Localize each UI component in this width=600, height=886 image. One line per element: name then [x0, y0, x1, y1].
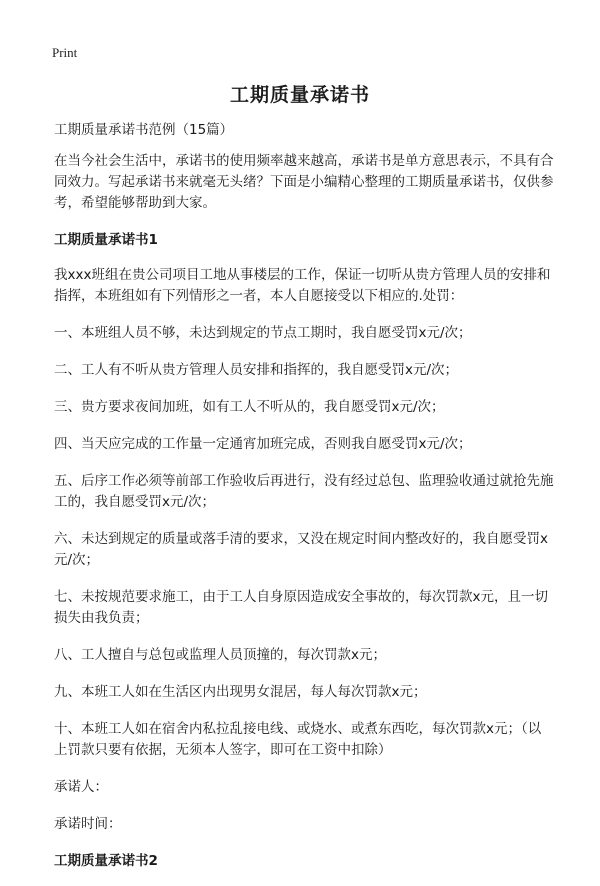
clause-5: 五、后序工作必须等前部工作验收后再进行，没有经过总包、监理验收通过就抢先施工的，我自愿受罚x元/次； — [54, 473, 554, 510]
clause-6: 六、未达到规定的质量或落手清的要求，又没在规定时间内整改好的，我自愿受罚x元/次； — [54, 531, 548, 568]
clause-2: 二、工人有不听从贵方管理人员安排和指挥的，我自愿受罚x元/次； — [54, 362, 459, 378]
clause-7: 七、未按规范要求施工，由于工人自身原因造成安全事故的，每次罚款x元，且一切损失由我负责； — [54, 589, 548, 626]
document-title: 工期质量承诺书 — [229, 84, 370, 106]
clause-10: 十、本班工人如在宿舍内私拉乱接电线、或烧水、或煮东西吃，每次罚款x元；（以上罚款只要有依据，无须本人签字，即可在工资中扣除） — [54, 721, 542, 758]
section-1-heading: 工期质量承诺书1 — [54, 232, 158, 248]
print-label[interactable]: Print — [52, 45, 78, 60]
clause-9: 九、本班工人如在生活区内出现男女混居，每人每次罚款x元； — [54, 684, 427, 700]
document-body — [54, 120, 554, 886]
commitment-time-label: 承诺时间： — [54, 816, 122, 832]
section-2-heading: 工期质量承诺书2 — [54, 853, 158, 869]
section-1-opening: 我xxx班组在贵公司项目工地从事楼层的工作，保证一切听从贵方管理人员的安排和指挥，本班组如有下列情形之一者，本人自愿接受以下相应的.处罚： — [54, 267, 551, 304]
clause-8: 八、工人擅自与总包或监理人员顶撞的，每次罚款x元； — [54, 647, 386, 663]
clause-1: 一、本班组人员不够，未达到规定的节点工期时，我自愿受罚x元/次； — [54, 325, 472, 341]
signer-label: 承诺人： — [54, 779, 108, 795]
intro-paragraph: 在当今社会生活中，承诺书的使用频率越来越高，承诺书是单方意思表示，不具有合同效力。写起承诺书来就毫无头绪？下面是小编精心整理的工期质量承诺书，仅供参考，希望能够帮助到大家。 — [54, 153, 554, 211]
clause-4: 四、当天应完成的工作量一定通宵加班完成，否则我自愿受罚x元/次； — [54, 436, 472, 452]
clause-3: 三、贵方要求夜间加班，如有工人不听从的，我自愿受罚x元/次； — [54, 399, 445, 415]
document-subtitle: 工期质量承诺书范例（15篇） — [54, 122, 234, 138]
